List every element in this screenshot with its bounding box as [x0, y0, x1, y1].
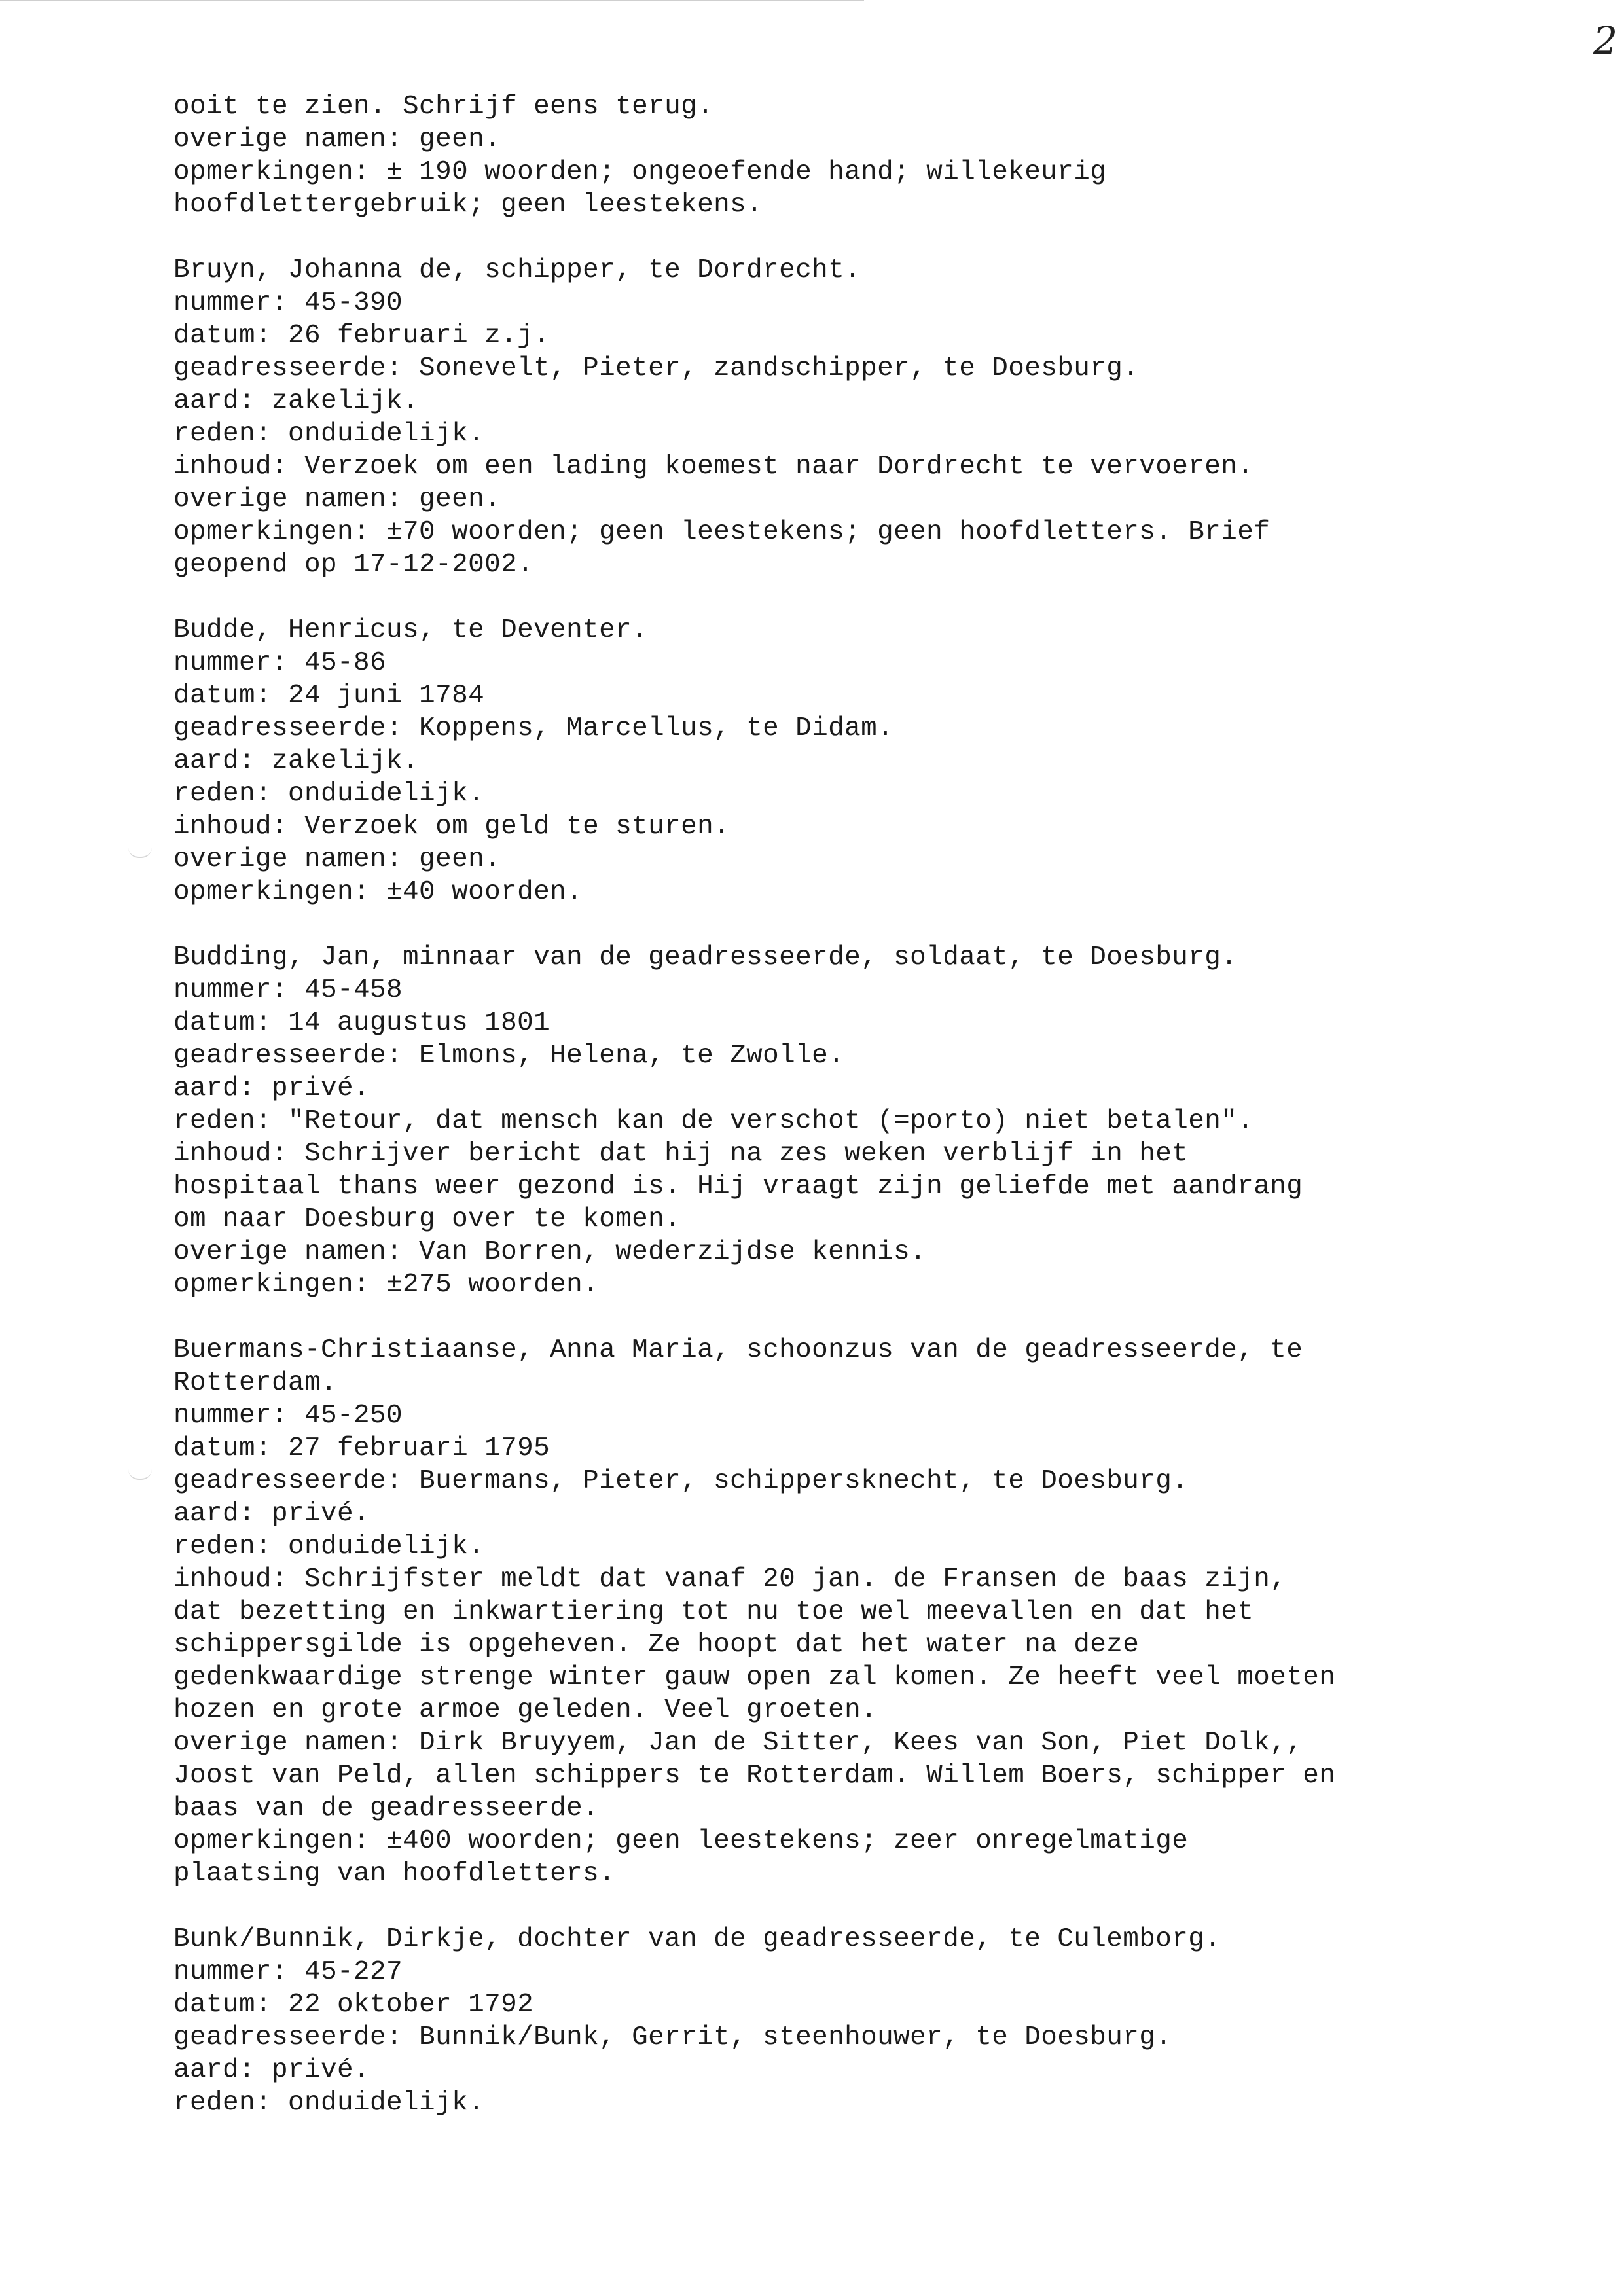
text-line: plaatsing van hoofdletters. — [173, 1859, 616, 1889]
text-line: aard: privé. — [173, 1073, 370, 1103]
text-line: geadresseerde: Bunnik/Bunk, Gerrit, steenhouwer, te Doesburg. — [173, 2022, 1172, 2053]
text-line: Bruyn, Johanna de, schipper, te Dordrecht. — [173, 255, 861, 285]
text-line: hoofdlettergebruik; geen leestekens. — [173, 190, 763, 220]
text-line: reden: "Retour, dat mensch kan de verschot (=porto) niet betalen". — [173, 1106, 1254, 1136]
text-line: opmerkingen: ±70 woorden; geen leestekens; geen hoofdletters. Brief — [173, 517, 1271, 547]
text-line: nummer: 45-390 — [173, 288, 403, 318]
text-line: ooit te zien. Schrijf eens terug. — [173, 92, 714, 122]
text-line: geopend op 17-12-2002. — [173, 550, 534, 580]
text-line: hospitaal thans weer gezond is. Hij vraagt zijn geliefde met aandrang — [173, 1172, 1303, 1202]
text-line: opmerkingen: ± 190 woorden; ongeoefende hand; willekeurig — [173, 157, 1107, 187]
text-line: geadresseerde: Elmons, Helena, te Zwolle. — [173, 1041, 845, 1071]
text-line: overige namen: Dirk Bruyyem, Jan de Sitter, Kees van Son, Piet Dolk,, — [173, 1728, 1303, 1758]
text-line: om naar Doesburg over te komen. — [173, 1204, 681, 1234]
text-line: nummer: 45-250 — [173, 1401, 403, 1431]
punch-hole-mark — [128, 848, 152, 858]
text-line: nummer: 45-227 — [173, 1957, 403, 1987]
text-line: overige namen: geen. — [173, 124, 501, 154]
text-line: overige namen: geen. — [173, 484, 501, 514]
text-line: reden: onduidelijk. — [173, 2088, 485, 2118]
scan-top-edge — [0, 0, 864, 1]
text-line: schippersgilde is opgeheven. Ze hoopt dat het water na deze — [173, 1630, 1140, 1660]
text-line: datum: 14 augustus 1801 — [173, 1008, 550, 1038]
text-line: inhoud: Schrijver bericht dat hij na zes weken verblijf in het — [173, 1139, 1189, 1169]
text-line: Buermans-Christiaanse, Anna Maria, schoonzus van de geadresseerde, te — [173, 1335, 1303, 1365]
text-line: opmerkingen: ±40 woorden. — [173, 877, 583, 907]
text-line: reden: onduidelijk. — [173, 419, 485, 449]
text-line: overige namen: geen. — [173, 844, 501, 874]
blank-line — [173, 1890, 1483, 1923]
text-line: opmerkingen: ±400 woorden; geen leestekens; zeer onregelmatige — [173, 1826, 1189, 1856]
text-line: aard: zakelijk. — [173, 746, 420, 776]
text-line: Bunk/Bunnik, Dirkje, dochter van de geadresseerde, te Culemborg. — [173, 1924, 1221, 1954]
text-line: reden: onduidelijk. — [173, 779, 485, 809]
blank-line — [173, 581, 1483, 614]
text-line: datum: 27 februari 1795 — [173, 1433, 550, 1463]
blank-line — [173, 1301, 1483, 1334]
text-line: overige namen: Van Borren, wederzijdse kennis. — [173, 1237, 927, 1267]
text-line: dat bezetting en inkwartiering tot nu toe wel meevallen en dat het — [173, 1597, 1254, 1627]
text-line: geadresseerde: Buermans, Pieter, schippersknecht, te Doesburg. — [173, 1466, 1189, 1496]
text-line: aard: zakelijk. — [173, 386, 420, 416]
text-line: Rotterdam. — [173, 1368, 338, 1398]
text-line: datum: 22 oktober 1792 — [173, 1990, 534, 2020]
text-line: aard: privé. — [173, 2055, 370, 2085]
text-line: nummer: 45-458 — [173, 975, 403, 1005]
punch-hole-mark — [128, 1469, 152, 1480]
text-line: inhoud: Verzoek om geld te sturen. — [173, 812, 731, 842]
text-line: inhoud: Schrijfster meldt dat vanaf 20 jan. de Fransen de baas zijn, — [173, 1564, 1287, 1594]
document-text — [173, 90, 1483, 2119]
text-line: Budde, Henricus, te Deventer. — [173, 615, 649, 645]
blank-line — [173, 221, 1483, 254]
text-line: reden: onduidelijk. — [173, 1532, 485, 1562]
text-line: baas van de geadresseerde. — [173, 1793, 600, 1823]
text-line: datum: 24 juni 1784 — [173, 681, 485, 711]
text-line: geadresseerde: Koppens, Marcellus, te Didam. — [173, 713, 894, 744]
text-line: Budding, Jan, minnaar van de geadresseerde, soldaat, te Doesburg. — [173, 942, 1238, 973]
text-line: inhoud: Verzoek om een lading koemest naar Dordrecht te vervoeren. — [173, 452, 1254, 482]
text-line: nummer: 45-86 — [173, 648, 387, 678]
text-line: datum: 26 februari z.j. — [173, 321, 550, 351]
text-line: opmerkingen: ±275 woorden. — [173, 1270, 600, 1300]
text-line: Joost van Peld, allen schippers te Rotterdam. Willem Boers, schipper en — [173, 1761, 1336, 1791]
text-line: geadresseerde: Sonevelt, Pieter, zandschipper, te Doesburg. — [173, 353, 1140, 384]
page-number: 2 — [1593, 18, 1617, 63]
blank-line — [173, 908, 1483, 941]
text-line: hozen en grote armoe geleden. Veel groeten. — [173, 1695, 878, 1725]
text-line: aard: privé. — [173, 1499, 370, 1529]
text-line: gedenkwaardige strenge winter gauw open zal komen. Ze heeft veel moeten — [173, 1662, 1336, 1693]
